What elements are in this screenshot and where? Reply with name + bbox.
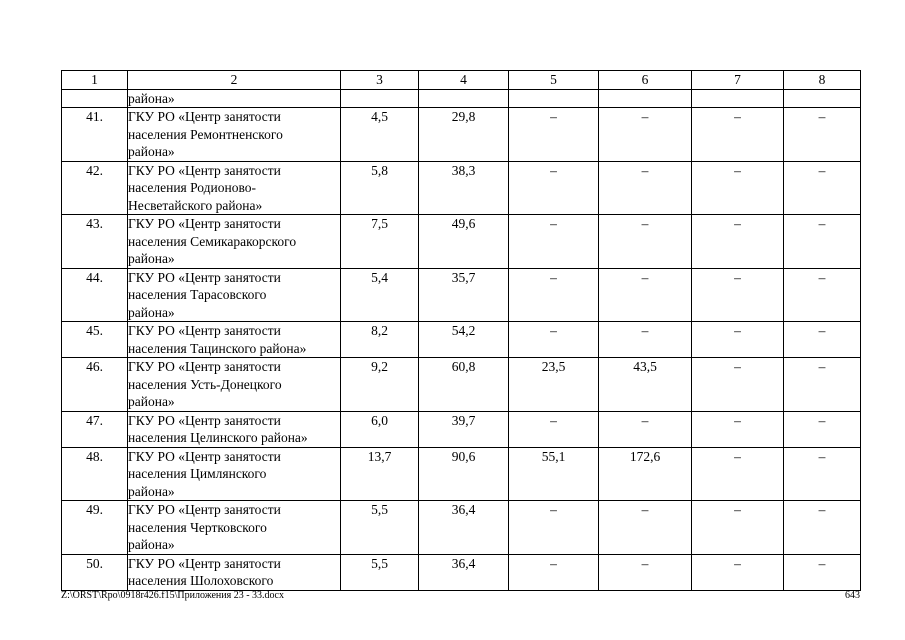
cell-col-8: – bbox=[784, 501, 861, 555]
cell-col-6: – bbox=[599, 501, 692, 555]
organization-name bbox=[128, 447, 341, 501]
cell-col-6: – bbox=[599, 108, 692, 162]
table-row bbox=[62, 322, 861, 358]
cell-col-3: 5,8 bbox=[341, 161, 419, 215]
cell-col-6: – bbox=[599, 411, 692, 447]
cell-col-3: 8,2 bbox=[341, 322, 419, 358]
table-row bbox=[62, 358, 861, 412]
cell-col-5: – bbox=[509, 268, 599, 322]
row-number: 42. bbox=[62, 161, 128, 215]
organization-name bbox=[128, 554, 341, 590]
cell-col-8: – bbox=[784, 215, 861, 269]
cell-col-5: – bbox=[509, 108, 599, 162]
cell-col-8: – bbox=[784, 358, 861, 412]
cell-col-7: – bbox=[692, 411, 784, 447]
organization-name-line: района» bbox=[128, 394, 175, 409]
cell-col-7: – bbox=[692, 108, 784, 162]
cell-col-6: – bbox=[599, 161, 692, 215]
cell-col-7: – bbox=[692, 322, 784, 358]
organization-name-line: ГКУ РО «Центр занятости bbox=[128, 323, 281, 338]
continuation-text: района» bbox=[128, 89, 341, 108]
cell-col-6: – bbox=[599, 322, 692, 358]
cell-col-4: 35,7 bbox=[419, 268, 509, 322]
cell-col-5: 55,1 bbox=[509, 447, 599, 501]
col-header-3: 3 bbox=[341, 71, 419, 90]
page-number: 643 bbox=[845, 590, 860, 601]
organization-name-line: ГКУ РО «Центр занятости bbox=[128, 359, 281, 374]
cell-col-6: 43,5 bbox=[599, 358, 692, 412]
cell-col-5: – bbox=[509, 215, 599, 269]
organization-name-line: района» bbox=[128, 304, 175, 320]
cell-col-5: – bbox=[509, 322, 599, 358]
cell-col-4: 54,2 bbox=[419, 322, 509, 358]
cell-col-8: – bbox=[784, 322, 861, 358]
organization-name-line: населения Шолоховского bbox=[128, 573, 274, 588]
col-header-2: 2 bbox=[128, 71, 341, 90]
organization-name-line: ГКУ РО «Центр занятости bbox=[128, 555, 281, 571]
organization-name-line: ГКУ РО «Центр занятости bbox=[128, 216, 281, 231]
table-row bbox=[62, 215, 861, 269]
cell-col-5: 23,5 bbox=[509, 358, 599, 412]
cell-col-7: – bbox=[692, 447, 784, 501]
col-header-4: 4 bbox=[419, 71, 509, 90]
organization-name-line: ГКУ РО «Центр занятости bbox=[128, 412, 281, 428]
cell-col-5: – bbox=[509, 411, 599, 447]
organization-name bbox=[128, 161, 341, 215]
row-number: 46. bbox=[62, 358, 128, 412]
row-number: 45. bbox=[62, 322, 128, 358]
cell-col-5: – bbox=[509, 161, 599, 215]
cell-col-6: – bbox=[599, 554, 692, 590]
cell-col-3: 13,7 bbox=[341, 447, 419, 501]
table-row bbox=[62, 554, 861, 590]
organization-name-line: района» bbox=[128, 251, 175, 266]
cell-col-4: 38,3 bbox=[419, 161, 509, 215]
col-header-5: 5 bbox=[509, 71, 599, 90]
cell-col-7: – bbox=[692, 358, 784, 412]
table-row bbox=[62, 161, 861, 215]
file-path: Z:\ORST\Rpo\0918r426.f15\Приложения 23 - 33.docx bbox=[61, 590, 284, 601]
row-number: 43. bbox=[62, 215, 128, 269]
cell-col-7: – bbox=[692, 161, 784, 215]
organization-name bbox=[128, 268, 341, 322]
organization-name-line: населения Целинского района» bbox=[128, 430, 308, 445]
organization-name-line: ГКУ РО «Центр занятости bbox=[128, 109, 281, 124]
cell-col-3: 5,4 bbox=[341, 268, 419, 322]
cell-col-4: 60,8 bbox=[419, 358, 509, 412]
organization-name-line: населения Цимлянского bbox=[128, 466, 267, 481]
row-number: 49. bbox=[62, 501, 128, 555]
organization-name bbox=[128, 108, 341, 162]
cell-col-8: – bbox=[784, 447, 861, 501]
cell-col-8: – bbox=[784, 161, 861, 215]
cell-col-4: 39,7 bbox=[419, 411, 509, 447]
cell-col-7: – bbox=[692, 501, 784, 555]
cell-col-8: – bbox=[784, 554, 861, 590]
cell-col-6: – bbox=[599, 215, 692, 269]
cell-col-8: – bbox=[784, 268, 861, 322]
organization-name-line: населения Чертковского bbox=[128, 519, 267, 535]
organization-name-line: населения Семикаракорского bbox=[128, 233, 297, 249]
cell-col-5: – bbox=[509, 501, 599, 555]
table-row bbox=[62, 108, 861, 162]
table-row bbox=[62, 501, 861, 555]
cell-col-3: 5,5 bbox=[341, 501, 419, 555]
organization-name-line: населения Родионово- bbox=[128, 180, 257, 195]
organization-name bbox=[128, 411, 341, 447]
cell-col-7: – bbox=[692, 215, 784, 269]
col-header-1: 1 bbox=[62, 71, 128, 90]
organization-name-line: населения Ремонтненского bbox=[128, 126, 283, 142]
col-header-6: 6 bbox=[599, 71, 692, 90]
cell-col-3: 7,5 bbox=[341, 215, 419, 269]
organization-name-line: ГКУ РО «Центр занятости bbox=[128, 448, 281, 464]
organization-name-line: ГКУ РО «Центр занятости bbox=[128, 269, 281, 285]
organization-name-line: ГКУ РО «Центр занятости bbox=[128, 502, 281, 517]
table-row bbox=[62, 411, 861, 447]
cell-col-4: 49,6 bbox=[419, 215, 509, 269]
row-number: 47. bbox=[62, 411, 128, 447]
col-header-8: 8 bbox=[784, 71, 861, 90]
organization-name bbox=[128, 501, 341, 555]
organization-name-line: района» bbox=[128, 537, 175, 552]
organization-name bbox=[128, 322, 341, 358]
table-row bbox=[62, 447, 861, 501]
row-number: 48. bbox=[62, 447, 128, 501]
organization-name bbox=[128, 215, 341, 269]
cell-col-4: 90,6 bbox=[419, 447, 509, 501]
col-header-7: 7 bbox=[692, 71, 784, 90]
table-row bbox=[62, 268, 861, 322]
header-row bbox=[62, 71, 861, 90]
cell-col-7: – bbox=[692, 268, 784, 322]
organization-name bbox=[128, 358, 341, 412]
organization-name-line: Несветайского района» bbox=[128, 197, 263, 213]
cell-col-6: 172,6 bbox=[599, 447, 692, 501]
cell-col-3: 6,0 bbox=[341, 411, 419, 447]
data-table bbox=[61, 70, 861, 591]
row-number: 44. bbox=[62, 268, 128, 322]
cell-col-3: 5,5 bbox=[341, 554, 419, 590]
cell-col-4: 36,4 bbox=[419, 554, 509, 590]
continuation-row bbox=[62, 89, 861, 108]
organization-name-line: населения Тарасовского bbox=[128, 287, 267, 302]
cell-col-3: 4,5 bbox=[341, 108, 419, 162]
organization-name-line: населения Усть-Донецкого bbox=[128, 376, 282, 392]
cell-col-8: – bbox=[784, 108, 861, 162]
organization-name-line: ГКУ РО «Центр занятости bbox=[128, 162, 281, 178]
cell-col-4: 29,8 bbox=[419, 108, 509, 162]
cell-col-5: – bbox=[509, 554, 599, 590]
row-number: 41. bbox=[62, 108, 128, 162]
cell-col-3: 9,2 bbox=[341, 358, 419, 412]
cell-col-7: – bbox=[692, 554, 784, 590]
cell-col-6: – bbox=[599, 268, 692, 322]
row-number: 50. bbox=[62, 554, 128, 590]
cell-col-8: – bbox=[784, 411, 861, 447]
organization-name-line: района» bbox=[128, 483, 175, 499]
organization-name-line: района» bbox=[128, 144, 175, 159]
organization-name-line: населения Тацинского района» bbox=[128, 340, 307, 356]
cell-col-4: 36,4 bbox=[419, 501, 509, 555]
